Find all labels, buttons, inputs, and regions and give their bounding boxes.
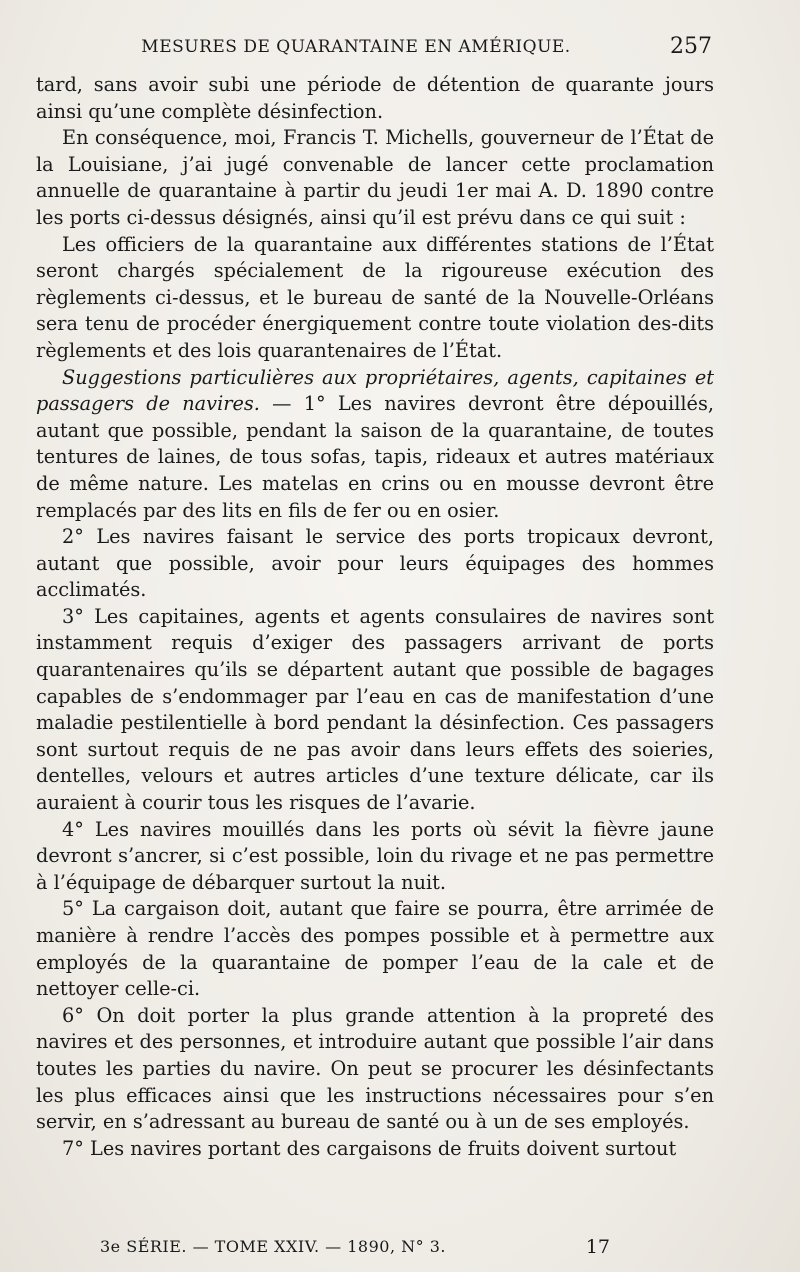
page-number: 257 — [670, 34, 712, 59]
paragraph: En conséquence, moi, Francis T. Michells, gouverneur de l’État de la Louisiane, j’ai jugé convenable de lancer cette proclamation annuelle de quarantaine à partir du jeudi 1er mai A. D. 1890 contre les ports ci-dessus désignés, ainsi qu’il est prévu dans ce qui suit : — [36, 126, 714, 229]
running-head — [36, 30, 712, 64]
running-title: MESURES DE QUARANTAINE EN AMÉRIQUE. — [141, 37, 571, 57]
paragraph: 7° Les navires portant des cargaisons de fruits doivent surtout — [62, 1136, 677, 1160]
paragraph: 5° La cargaison doit, autant que faire se pourra, être arrimée de manière à rendre l’accès des pompes possible et à permettre aux employés de la quarantaine de pomper l’eau de la cale et de nettoyer celle-ci. — [36, 897, 714, 1001]
paragraph: Suggestions particulières aux propriétaires, agents, capitaines et passagers de navires. — 1° Les navires devront être dépouillés, autant que possible, pendant la saison de la quarantaine, de toutes tentures de laines, de tous sofas, tapis, rideaux et autres matériaux de même nature. Les matelas en crins ou en mousse devront être remplacés par des lits en fils de fer ou en osier. — [36, 365, 714, 522]
footer — [100, 1232, 620, 1262]
paragraph: 3° Les capitaines, agents et agents consulaires de navires sont instamment requis d’exiger des passagers arrivant de ports quarantenaires qu’ils se départent autant que possible de bagages capables de s’endommager par l’eau en cas de manifestation d’une maladie pestilentielle à bord pendant la désinfection. Ces passagers sont surtout requis de ne pas avoir dans leurs effets des soieries, dentelles, velours et autres articles d’une texture délicate, car ils auraient à courir tous les risques de l’avarie. — [36, 604, 714, 815]
italic-heading: Suggestions particulières aux propriétaires, agents, capitaines et passagers de navires. — [36, 365, 714, 416]
signature-number: 17 — [585, 1236, 610, 1258]
series-line: 3e SÉRIE. — TOME XXIV. — 1890, N° 3. — [100, 1237, 446, 1256]
paragraph: Les officiers de la quarantaine aux différentes stations de l’État seront chargés spécialement de la rigoureuse exécution des règlements ci-dessus, et le bureau de santé de la Nouvelle-Orléans sera tenu de procéder énergiquement contre toute violation des-dits règlements et des lois quarantenaires de l’État. — [36, 232, 714, 362]
paragraph: 2° Les navires faisant le service des ports tropicaux devront, autant que possible, avoir pour leurs équipages des hommes acclimatés. — [36, 525, 714, 602]
paragraph: 4° Les navires mouillés dans les ports où sévit la fièvre jaune devront s’ancrer, si c’est possible, loin du rivage et ne pas permettre à l’équipage de débarquer surtout la nuit. — [36, 817, 714, 894]
paragraph: 6° On doit porter la plus grande attention à la propreté des navires et des personnes, et introduire autant que possible l’air dans toutes les parties du navire. On peut se procurer les désinfectants les plus efficaces ainsi que les instructions nécessaires pour s’en servir, en s’adressant au bureau de santé ou à un de ses employés. — [36, 1003, 714, 1134]
body-text — [36, 72, 714, 1162]
paragraph: tard, sans avoir subi une période de détention de quarante jours ainsi qu’une complète désinfection. — [36, 73, 714, 123]
